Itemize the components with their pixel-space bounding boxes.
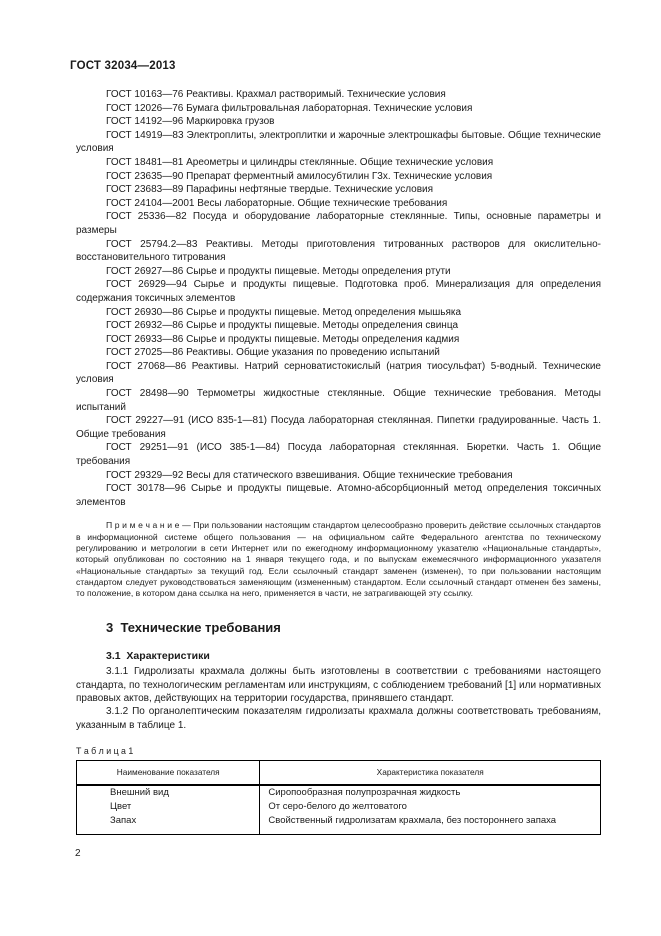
table-cell-name: Запах xyxy=(77,814,260,835)
reference-item: ГОСТ 10163—76 Реактивы. Крахмал растворимый. Технические условия xyxy=(106,89,446,100)
reference-item: ГОСТ 26933—86 Сырье и продукты пищевые. Методы определения кадмия xyxy=(106,333,460,345)
reference-item: ГОСТ 27025—86 Реактивы. Общие указания по проведению испытаний xyxy=(106,347,440,359)
table-header-row xyxy=(77,760,601,785)
section-heading: 3 Технические требования xyxy=(106,620,281,636)
reference-item: ГОСТ 27068—86 Реактивы. Натрий серноватистокислый (натрия тиосульфат) 5-водный. Технические условия xyxy=(76,360,601,386)
table-label: Т а б л и ц а 1 xyxy=(76,745,134,756)
table-cell-name: Цвет xyxy=(77,800,260,814)
characteristics-table xyxy=(76,760,601,835)
reference-item: ГОСТ 26927—86 Сырье и продукты пищевые. Методы определения ртути xyxy=(106,265,451,277)
reference-item: ГОСТ 30178—96 Сырье и продукты пищевые. Атомно-абсорбционный метод определения токсичных элементов xyxy=(76,483,601,508)
table-row xyxy=(77,800,601,814)
paragraph-3-1-1: 3.1.1 Гидролизаты крахмала должны быть изготовлены в соответствии с требованиями настоящего стандарта, по технологическим регламентам или инструкциям, с соблюдением требований [1] или нормативных правовых актов, действующих на территории государства, принявшего стандарт. xyxy=(76,666,601,705)
reference-item: ГОСТ 26932—86 Сырье и продукты пищевые. Методы определения свинца xyxy=(106,320,459,332)
reference-item: ГОСТ 23635—90 Препарат ферментный амилосубтилин Г3х. Технические условия xyxy=(106,170,493,182)
table-head xyxy=(77,760,601,785)
reference-item: ГОСТ 24104—2001 Весы лабораторные. Общие технические требования xyxy=(106,197,448,209)
table-cell-characteristic: Свойственный гидролизатам крахмала, без постороннего запаха xyxy=(268,814,557,826)
reference-item: ГОСТ 29329—92 Весы для статического взвешивания. Общие технические требования xyxy=(106,469,513,481)
reference-item: ГОСТ 23683—89 Парафины нефтяные твердые. Технические условия xyxy=(106,184,434,196)
references-list xyxy=(76,88,601,509)
table-cell-characteristic: От серо-белого до желтоватого xyxy=(268,800,407,812)
doc-header: ГОСТ 32034—2013 xyxy=(70,60,176,72)
reference-item: ГОСТ 29251—91 (ИСО 385-1—84) Посуда лабораторная стеклянная. Бюретки. Часть 1. Общие требования xyxy=(76,442,601,468)
table-cell-name: Внешний вид xyxy=(77,785,260,800)
table-header-cell-characteristic: Характеристика показателя xyxy=(260,760,601,785)
reference-item: ГОСТ 25794.2—83 Реактивы. Методы приготовления титрованных растворов для окислительно-восстановительного титрования xyxy=(76,238,601,264)
note-paragraph: П р и м е ч а н и е — При пользовании настоящим стандартом целесообразно проверить действие ссылочных стандартов в информационной системе общего пользования — на официальном сайте Федерального агентства по техническому регулированию и метрологии в сети Интернет или по ежегодному информационному указателю «Национальные стандарты», который опубликован по состоянию на 1 января текущего года, и по выпускам ежемесячного информационного указателя «Национальные стандарты» за текущий год. Если ссылочный стандарт заменен (изменен), то при пользовании настоящим стандартом следует руководствоваться заменяющим (измененным) стандартом. Если ссылочный стандарт отменен без замены, то положение, в котором дана ссылка на него, применяется в части, не затрагивающей эту ссылку. xyxy=(76,520,601,599)
table-row xyxy=(77,785,601,800)
table-body xyxy=(77,785,601,835)
table-header-cell-name: Наименование показателя xyxy=(77,760,260,785)
page-number: 2 xyxy=(75,847,81,859)
reference-item: ГОСТ 28498—90 Термометры жидкостные стеклянные. Общие технические требования. Методы испытаний xyxy=(76,388,601,413)
reference-item: ГОСТ 14192—96 Маркировка грузов xyxy=(106,116,275,128)
reference-item: ГОСТ 26929—94 Сырье и продукты пищевые. Подготовка проб. Минерализация для определения содержания токсичных элементов xyxy=(76,279,601,304)
reference-item: ГОСТ 25336—82 Посуда и оборудование лабораторные стеклянные. Типы, основные параметры и размеры xyxy=(76,211,601,236)
subsection-heading: 3.1 Характеристики xyxy=(106,650,210,663)
reference-item: ГОСТ 12026—76 Бумага фильтровальная лабораторная. Технические условия xyxy=(106,102,473,114)
reference-item: ГОСТ 14919—83 Электроплиты, электроплитки и жарочные электрошкафы бытовые. Общие технические условия xyxy=(76,129,601,155)
paragraph-3-1-2: 3.1.2 По органолептическим показателям гидролизаты крахмала должны соответствовать требованиям, указанным в таблице 1. xyxy=(76,706,601,731)
table-cell-characteristic: Сиропообразная полупрозрачная жидкость xyxy=(268,786,461,798)
table-row xyxy=(77,814,601,835)
reference-item: ГОСТ 26930—86 Сырье и продукты пищевые. Метод определения мышьяка xyxy=(106,306,462,318)
reference-item: ГОСТ 29227—91 (ИСО 835-1—81) Посуда лабораторная стеклянная. Пипетки градуированные. Часть 1. Общие требования xyxy=(76,415,601,440)
reference-item: ГОСТ 18481—81 Ареометры и цилиндры стеклянные. Общие технические условия xyxy=(106,156,494,168)
